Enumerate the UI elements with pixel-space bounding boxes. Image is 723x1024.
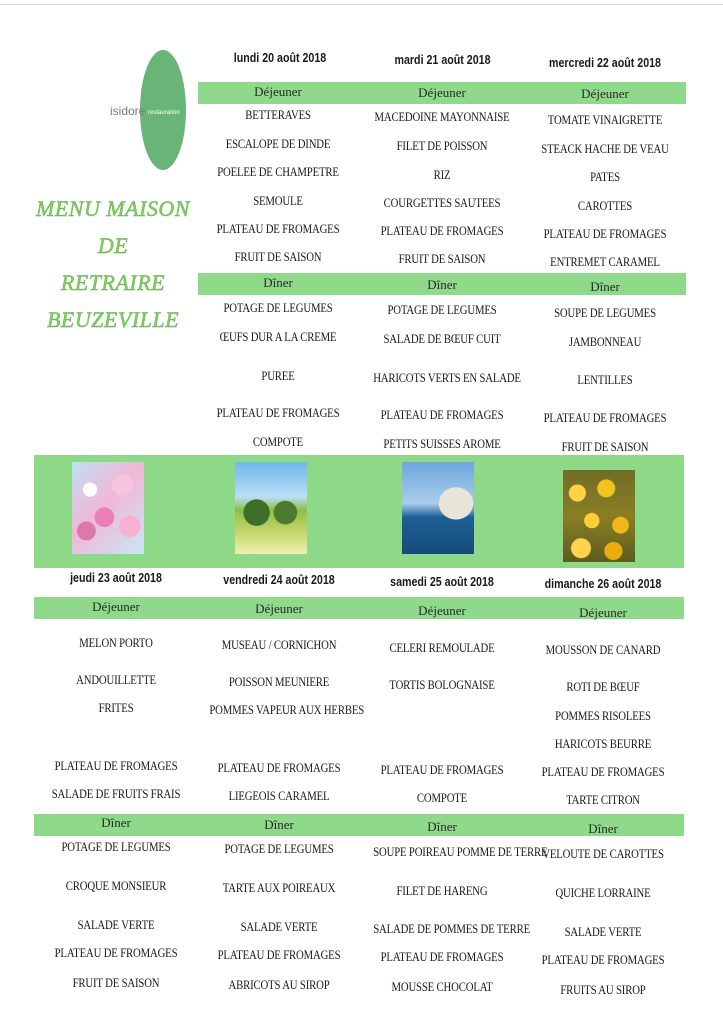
menu-item: PLATEAU DE FROMAGES bbox=[380, 950, 504, 964]
day-header-dimanche: dimanche 26 août 2018 bbox=[544, 576, 662, 591]
menu-item: LENTILLES bbox=[577, 373, 633, 387]
dejeuner-label-mercredi: Déjeuner bbox=[581, 86, 629, 101]
menu-item: HARICOTS BEURRE bbox=[554, 737, 652, 751]
day-header-samedi: samedi 25 août 2018 bbox=[390, 574, 494, 589]
menu-item: TARTE AUX POIREAUX bbox=[222, 881, 336, 895]
menu-item: PLATEAU DE FROMAGES bbox=[216, 222, 340, 236]
menu-item: PLATEAU DE FROMAGES bbox=[541, 953, 665, 967]
day-header-jeudi: jeudi 23 août 2018 bbox=[70, 570, 162, 585]
menu-item: ESCALOPE DE DINDE bbox=[225, 137, 331, 151]
menu-item: VELOUTE DE CAROTTES bbox=[542, 847, 664, 861]
day-header-vendredi: vendredi 24 août 2018 bbox=[223, 572, 335, 587]
menu-item: CROQUE MONSIEUR bbox=[65, 879, 167, 893]
day-header-mercredi: mercredi 22 août 2018 bbox=[548, 55, 661, 70]
diner-label-vendredi: Dîner bbox=[264, 817, 294, 832]
menu-item: CELERI REMOULADE bbox=[389, 641, 495, 655]
diner-label-samedi: Dîner bbox=[427, 819, 457, 834]
menu-item: MOUSSON DE CANARD bbox=[545, 643, 661, 657]
menu-item: FILET DE POISSON bbox=[396, 139, 488, 153]
menu-item: SALADE VERTE bbox=[564, 925, 642, 939]
diner-label-mercredi: Dîner bbox=[590, 279, 620, 294]
menu-item: PLATEAU DE FROMAGES bbox=[380, 408, 504, 422]
home-title-line-2: RETRAIRE bbox=[60, 270, 166, 295]
menu-item: TORTIS BOLOGNAISE bbox=[389, 678, 495, 692]
menu-item: COURGETTES SAUTEES bbox=[383, 196, 501, 210]
page-top-rule bbox=[0, 4, 723, 5]
menu-item: SALADE VERTE bbox=[240, 920, 318, 934]
diner-label-dimanche: Dîner bbox=[588, 821, 618, 836]
menu-item: PATES bbox=[590, 170, 620, 184]
menu-item: SOUPE POIREAU POMME DE TERRE bbox=[373, 845, 548, 859]
menu-item: SALADE DE BŒUF CUIT bbox=[383, 332, 501, 346]
menu-item: POTAGE DE LEGUMES bbox=[223, 301, 333, 315]
menu-item: LIEGEOIS CARAMEL bbox=[228, 789, 330, 803]
menu-item: PLATEAU DE FROMAGES bbox=[541, 765, 665, 779]
menu-item: FILET DE HARENG bbox=[396, 884, 488, 898]
day-header-lundi: lundi 20 août 2018 bbox=[233, 50, 327, 65]
menu-item: POTAGE DE LEGUMES bbox=[224, 842, 334, 856]
menu-item: FRUIT DE SAISON bbox=[561, 440, 649, 454]
home-title bbox=[18, 190, 208, 338]
menu-item: PLATEAU DE FROMAGES bbox=[216, 406, 340, 420]
menu-item: ABRICOTS AU SIROP bbox=[228, 978, 330, 992]
menu-item: TOMATE VINAIGRETTE bbox=[547, 113, 663, 127]
menu-item: MOUSSE CHOCOLAT bbox=[391, 980, 493, 994]
menu-item: MUSEAU / CORNICHON bbox=[221, 638, 337, 652]
menu-item: SALADE VERTE bbox=[77, 918, 155, 932]
menu-item: JAMBONNEAU bbox=[568, 335, 642, 349]
menu-item: COMPOTE bbox=[252, 435, 304, 449]
menu-item: TARTE CITRON bbox=[566, 793, 640, 807]
diner-label-lundi: Dîner bbox=[263, 275, 293, 290]
dejeuner-label-jeudi: Déjeuner bbox=[92, 599, 140, 614]
menu-item: POMMES RISOLEES bbox=[555, 709, 651, 723]
menu-item: QUICHE LORRAINE bbox=[555, 886, 651, 900]
diner-label-jeudi: Dîner bbox=[101, 815, 131, 830]
menu-item: PETITS SUISSES AROME bbox=[383, 437, 501, 451]
menu-item: STEACK HACHE DE VEAU bbox=[541, 142, 669, 156]
menu-item: POELEE DE CHAMPETRE bbox=[217, 165, 339, 179]
day-header-mardi: mardi 21 août 2018 bbox=[394, 52, 491, 67]
menu-item: SALADE DE FRUITS FRAIS bbox=[51, 787, 181, 801]
menu-item: PLATEAU DE FROMAGES bbox=[543, 411, 667, 425]
yellow-flowers-photo bbox=[563, 470, 635, 562]
menu-item: FRUIT DE SAISON bbox=[398, 252, 486, 266]
dejeuner-label-mardi: Déjeuner bbox=[418, 85, 466, 100]
menu-item: FRUIT DE SAISON bbox=[72, 976, 160, 990]
menu-item: CAROTTES bbox=[577, 199, 633, 213]
home-title-line-1: MENU MAISON DE bbox=[36, 196, 190, 258]
menu-item: FRITES bbox=[98, 701, 134, 715]
menu-item: POTAGE DE LEGUMES bbox=[387, 303, 497, 317]
menu-item: PLATEAU DE FROMAGES bbox=[217, 948, 341, 962]
menu-item: SEMOULE bbox=[253, 194, 303, 208]
menu-item: PLATEAU DE FROMAGES bbox=[543, 227, 667, 241]
menu-item: PLATEAU DE FROMAGES bbox=[54, 946, 178, 960]
menu-item: MELON PORTO bbox=[79, 636, 153, 650]
sea-cliff-photo bbox=[402, 462, 474, 554]
logo-sub: restauration bbox=[148, 110, 180, 116]
menu-item: ROTI DE BŒUF bbox=[566, 680, 640, 694]
green-field-photo bbox=[235, 462, 307, 554]
menu-item: POTAGE DE LEGUMES bbox=[61, 840, 171, 854]
menu-item: ENTREMET CARAMEL bbox=[550, 255, 660, 269]
menu-item: PLATEAU DE FROMAGES bbox=[217, 761, 341, 775]
menu-item: PUREE bbox=[261, 369, 295, 383]
diner-label-mardi: Dîner bbox=[427, 277, 457, 292]
logo-name: isidore bbox=[110, 104, 146, 118]
menu-item: FRUITS AU SIROP bbox=[560, 983, 646, 997]
dejeuner-label-lundi: Déjeuner bbox=[254, 84, 302, 99]
menu-item: MACEDOINE MAYONNAISE bbox=[374, 110, 510, 124]
menu-item: SOUPE DE LEGUMES bbox=[554, 306, 656, 320]
menu-item: FRUIT DE SAISON bbox=[234, 250, 322, 264]
menu-item: BETTERAVES bbox=[245, 108, 311, 122]
cherry-blossom-photo bbox=[72, 462, 144, 554]
dejeuner-label-vendredi: Déjeuner bbox=[255, 601, 303, 616]
menu-item: POISSON MEUNIERE bbox=[228, 675, 330, 689]
menu-item: RIZ bbox=[433, 168, 451, 182]
home-title-line-3: BEUZEVILLE bbox=[46, 307, 180, 332]
dejeuner-label-dimanche: Déjeuner bbox=[579, 605, 627, 620]
menu-item: PLATEAU DE FROMAGES bbox=[380, 763, 504, 777]
menu-item: HARICOTS VERTS EN SALADE bbox=[373, 371, 521, 385]
menu-item: POMMES VAPEUR AUX HERBES bbox=[209, 703, 365, 717]
menu-item: ANDOUILLETTE bbox=[76, 673, 156, 687]
menu-item: PLATEAU DE FROMAGES bbox=[380, 224, 504, 238]
menu-item: COMPOTE bbox=[416, 791, 468, 805]
dejeuner-label-samedi: Déjeuner bbox=[418, 603, 466, 618]
menu-item: ŒUFS DUR A LA CREME bbox=[219, 330, 337, 344]
menu-item: PLATEAU DE FROMAGES bbox=[54, 759, 178, 773]
menu-item: SALADE DE POMMES DE TERRE bbox=[373, 922, 530, 936]
